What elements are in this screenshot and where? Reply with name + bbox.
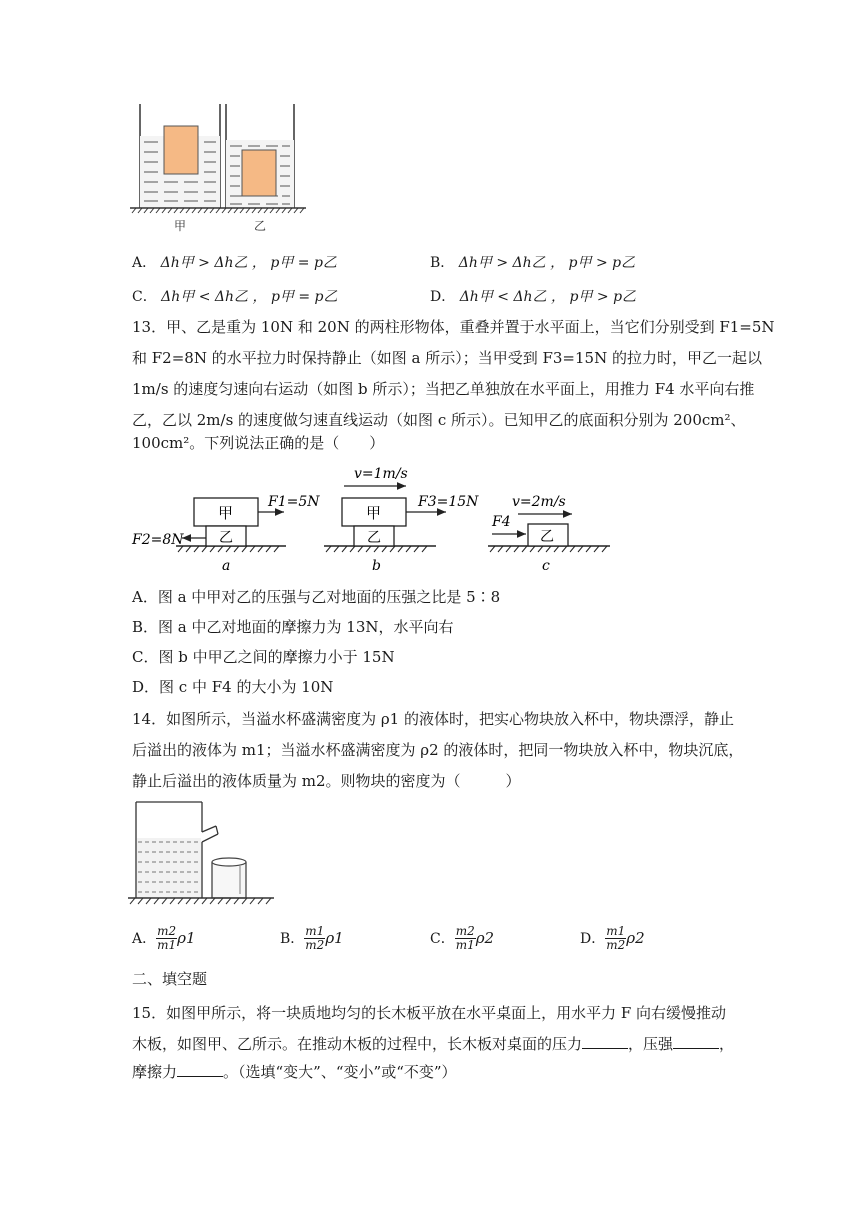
rho-symbol: ρ2 (626, 929, 645, 947)
q15-text: 摩擦力 (132, 1063, 178, 1081)
fig-c-velocity: v=2m/s (512, 494, 566, 510)
fig-b-yi: 乙 (367, 530, 381, 546)
section-heading-fill-in: 二、填空题 (132, 970, 208, 988)
label-yi: 乙 (254, 219, 267, 233)
q14-option-c[interactable] (430, 920, 494, 956)
fig-a-yi: 乙 (219, 530, 233, 546)
q14-option-d[interactable] (580, 920, 645, 956)
q13-stem-line-1: 13．甲、乙是重为 10N 和 20N 的两柱形物体，重叠并置于水平面上，当它们分别受到 F1=5N (132, 318, 775, 336)
option-letter: B． (430, 255, 455, 271)
q12-option-b[interactable] (430, 252, 635, 272)
option-letter: D． (580, 931, 606, 947)
answer-blank-pressure-force[interactable] (582, 1034, 628, 1049)
q15-stem-line-3 (132, 1062, 457, 1081)
fig-a-jia: 甲 (218, 504, 234, 522)
q13-figure (126, 458, 616, 578)
fig-c-yi: 乙 (540, 529, 554, 545)
fraction (304, 925, 325, 952)
q13-stem-line-4: 乙，乙以 2m/s 的速度做匀速直线运动（如图 c 所示）。已知甲乙的底面积分别为 200cm²、 (132, 411, 746, 429)
fraction-numerator: m2 (455, 923, 475, 938)
option-text: Δh甲 > Δh乙 ， p甲 = p乙 (160, 255, 337, 271)
q13-option-a[interactable]: A．图 a 中甲对乙的压强与乙对地面的压强之比是 5∶8 (132, 588, 501, 606)
container-yi (226, 104, 294, 208)
option-text: Δh甲 > Δh乙 ， p甲 > p乙 (458, 255, 636, 271)
q13-stem-line-5: 100cm²。下列说法正确的是（ ） (132, 434, 385, 452)
beaker (212, 858, 246, 898)
option-text: Δh甲 < Δh乙 ， p甲 > p乙 (459, 289, 637, 305)
option-text: Δh甲 < Δh乙 ， p甲 = p乙 (161, 289, 338, 305)
fig-b-label: b (372, 558, 381, 574)
option-letter: C． (132, 289, 157, 305)
q13-stem-line-2: 和 F2=8N 的水平拉力时保持静止（如图 a 所示）；当甲受到 F3=15N 的拉力时，甲乙一起以 (132, 349, 762, 367)
q14-stem-line-1: 14．如图所示，当溢水杯盛满密度为 ρ1 的液体时，把实心物块放入杯中，物块漂浮，静止 (132, 710, 734, 728)
q14-stem-line-3: 静止后溢出的液体质量为 m2。则物块的密度为（ ） (132, 772, 521, 790)
q15-stem-line-2 (132, 1034, 734, 1053)
option-letter: A． (132, 255, 157, 271)
q13-option-b[interactable]: B．图 a 中乙对地面的摩擦力为 13N，水平向右 (132, 618, 454, 636)
container-jia (140, 104, 220, 208)
fig-a (131, 494, 320, 574)
fraction-numerator: m1 (606, 923, 626, 938)
q13-option-d[interactable]: D．图 c 中 F4 的大小为 10N (132, 678, 334, 696)
q12-option-a[interactable] (132, 252, 337, 272)
fraction-denominator: m1 (157, 937, 177, 952)
q12-option-d[interactable] (430, 286, 636, 306)
fig-c-f4: F4 (492, 514, 511, 530)
fraction-numerator: m2 (157, 923, 177, 938)
q13-stem-line-3: 1m/s 的速度匀速向右运动（如图 b 所示）；当把乙单独放在水平面上，用推力 F4 水平向右推 (132, 380, 755, 398)
fraction (455, 925, 476, 952)
overflow-cup-figure (126, 798, 278, 910)
q13-option-c[interactable]: C．图 b 中甲乙之间的摩擦力小于 15N (132, 648, 395, 666)
q14-stem-line-2: 后溢出的液体为 m1；当溢水杯盛满密度为 ρ2 的液体时，把同一物块放入杯中，物块沉底， (132, 741, 744, 759)
q15-text: ， (719, 1035, 735, 1053)
fraction-denominator: m2 (305, 937, 325, 952)
fraction-denominator: m1 (455, 937, 475, 952)
q14-option-a[interactable] (132, 920, 196, 956)
option-letter: A． (132, 931, 157, 947)
answer-blank-pressure[interactable] (673, 1034, 719, 1049)
fraction (156, 925, 177, 952)
fig-b-jia: 甲 (366, 504, 382, 522)
rho-symbol: ρ2 (475, 929, 495, 947)
fig-b (324, 466, 479, 574)
fig-b-f3: F3=15N (418, 494, 479, 510)
label-jia: 甲 (174, 219, 187, 233)
fig-c-label: c (542, 558, 550, 574)
q15-text: 。（选填“变大”、“变小”或“不变”） (223, 1063, 457, 1081)
option-letter: B． (280, 931, 305, 947)
option-letter: C． (430, 931, 455, 947)
q14-option-b[interactable] (280, 920, 344, 956)
q12-option-c[interactable] (132, 286, 338, 306)
containers-figure (128, 100, 308, 240)
option-letter: D． (430, 289, 456, 305)
fig-a-f2: F2=8N (132, 532, 184, 548)
fraction-denominator: m2 (606, 937, 626, 952)
q15-text: ，压强 (628, 1035, 674, 1053)
fraction (605, 925, 626, 952)
fig-a-f1: F1=5N (268, 494, 320, 510)
fig-a-label: a (222, 558, 231, 574)
rho-symbol: ρ1 (177, 929, 196, 947)
ground-hatch (128, 898, 274, 904)
ground-hatch (130, 208, 306, 213)
q15-stem-line-1: 15．如图甲所示，将一块质地均匀的长木板平放在水平桌面上，用水平力 F 向右缓慢推动 (132, 1004, 727, 1022)
q15-text: 木板，如图甲、乙所示。在推动木板的过程中，长木板对桌面的压力 (132, 1035, 583, 1053)
fraction-numerator: m1 (305, 923, 325, 938)
rho-symbol: ρ1 (325, 929, 344, 947)
answer-blank-friction[interactable] (177, 1062, 223, 1077)
fig-c (488, 494, 610, 574)
fig-b-velocity: v=1m/s (354, 466, 408, 482)
